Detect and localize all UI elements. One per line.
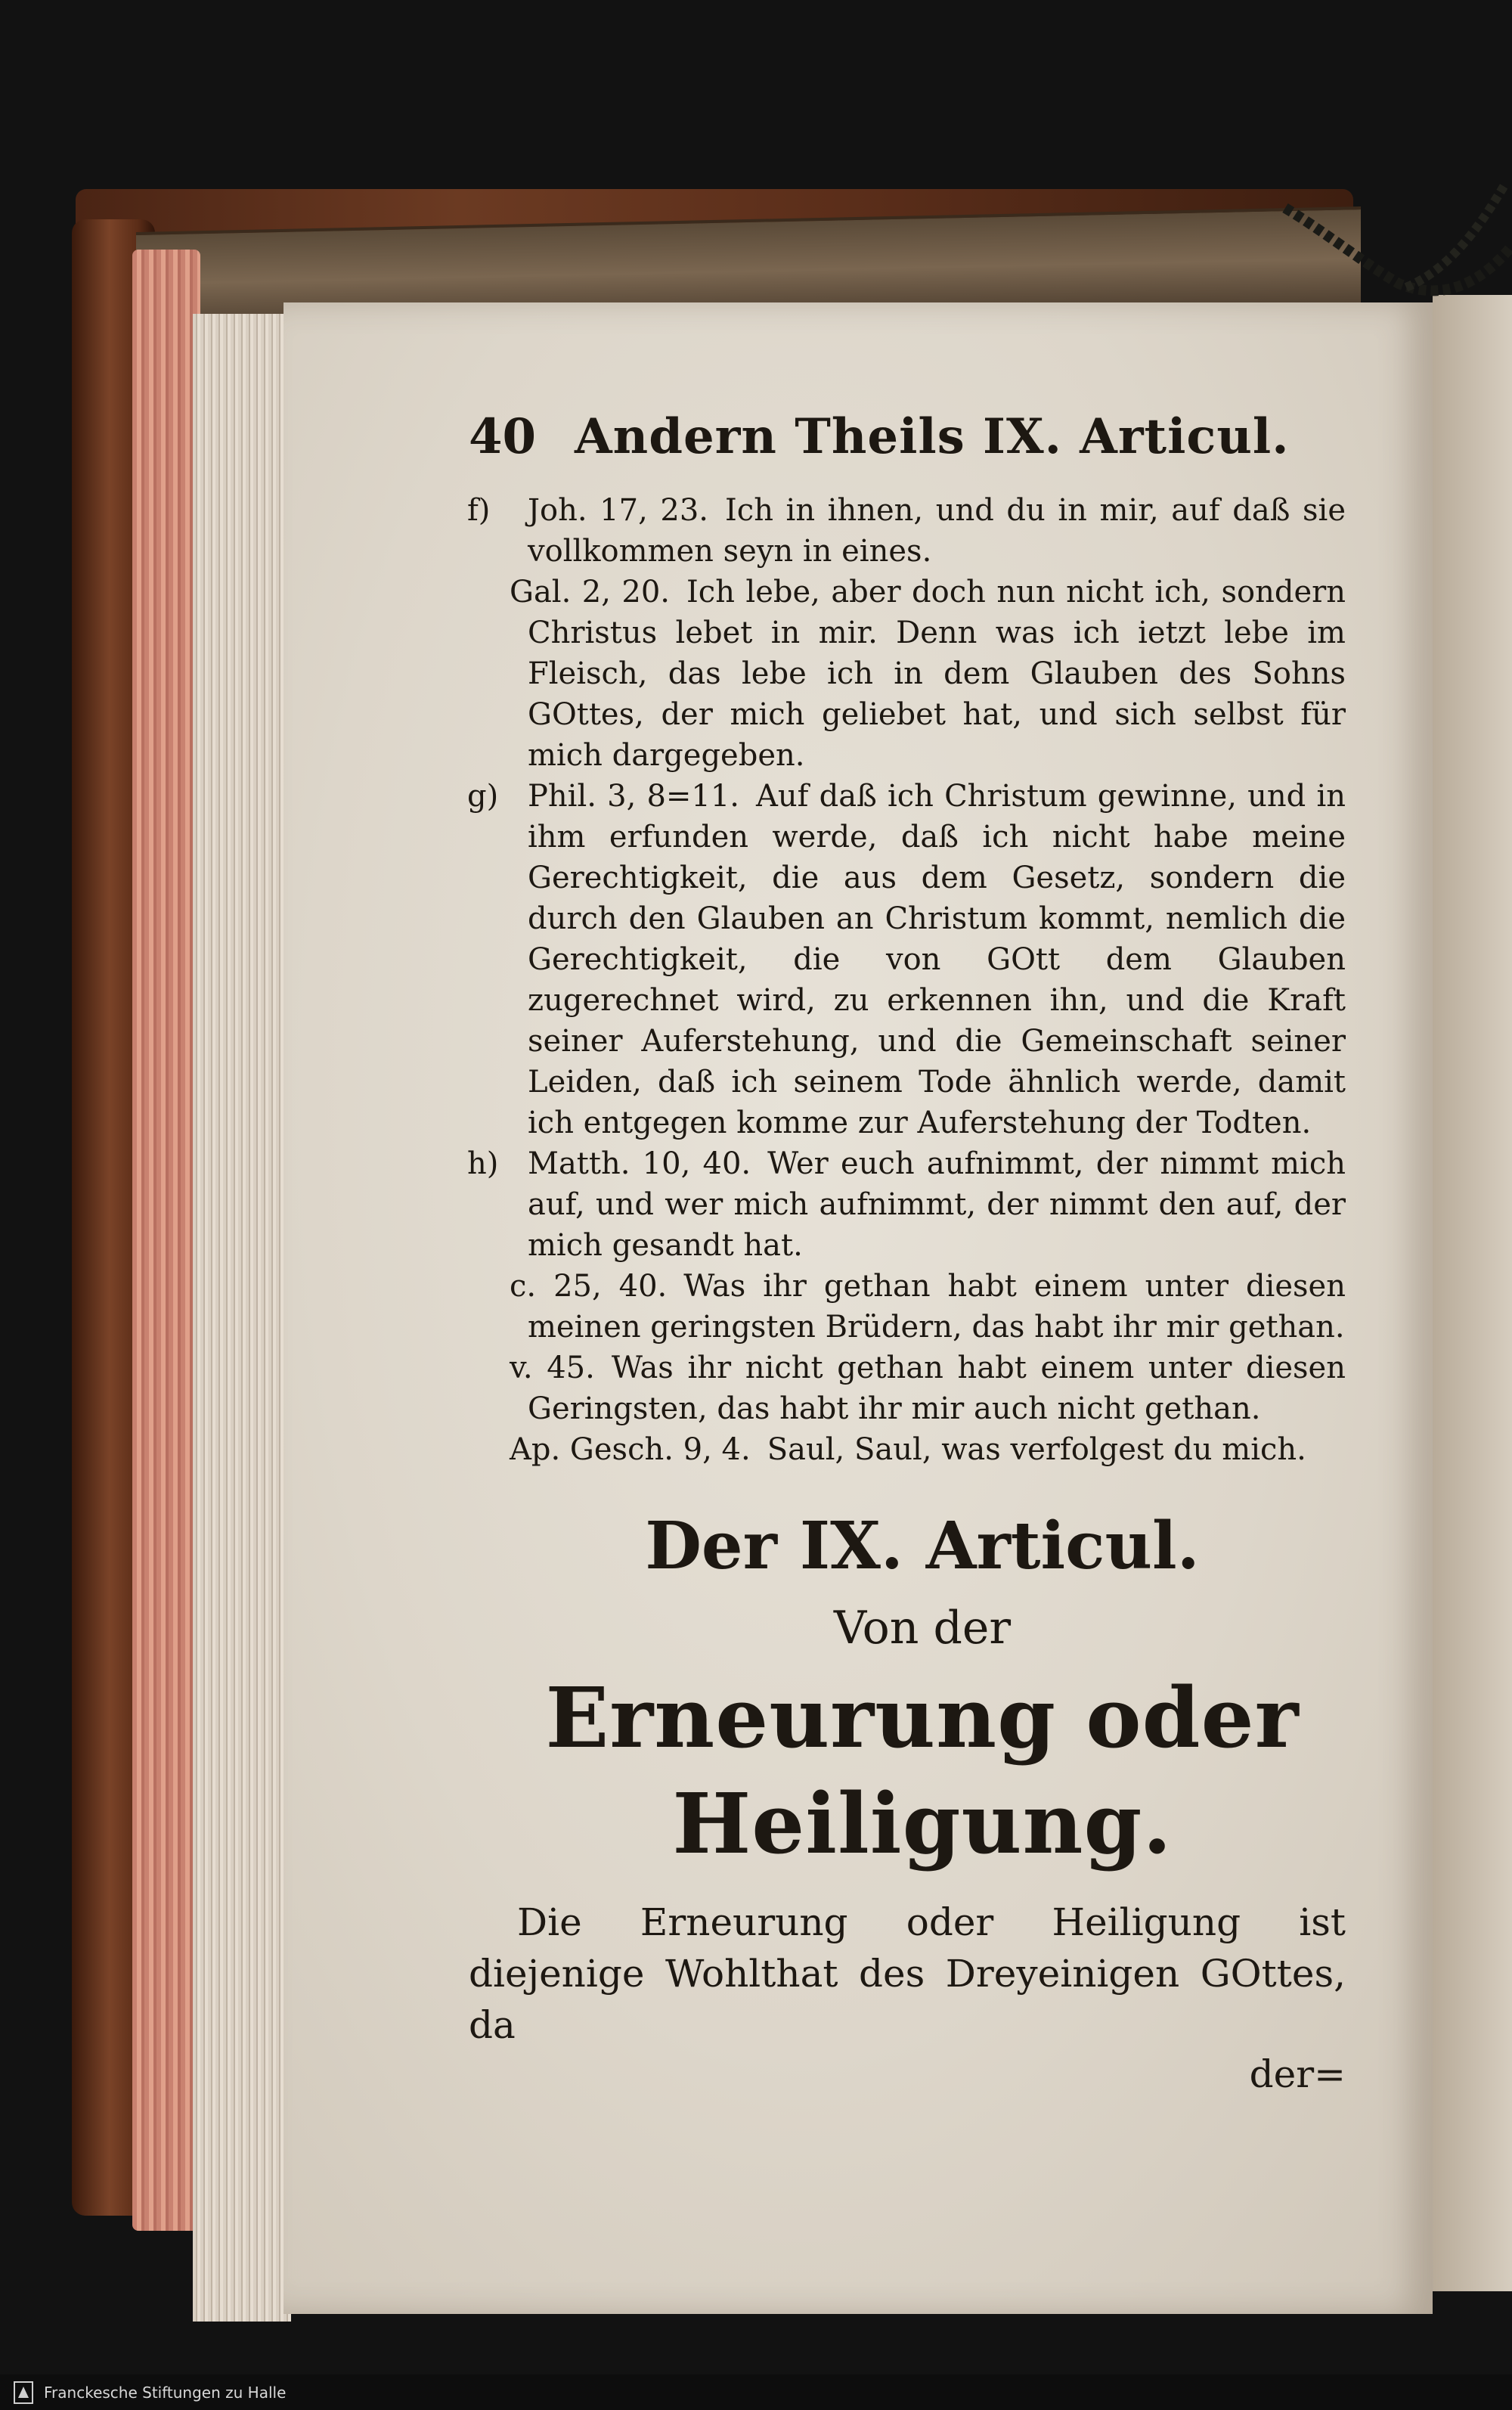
footnote-entry xyxy=(469,1348,1346,1429)
footnote-mark: f) xyxy=(467,493,491,528)
scripture-quote: Was ihr nicht gethan habt einem unter diesen Geringsten, das habt ihr mir auch nicht gethan. xyxy=(528,1351,1346,1426)
footer-bar xyxy=(0,2374,1512,2410)
running-title: Andern Theils IX. Articul. xyxy=(575,408,1290,465)
red-page-edge xyxy=(132,250,200,2231)
scripture-reference: Phil. 3, 8=11. xyxy=(528,779,740,814)
footnote-entry xyxy=(469,1429,1346,1470)
running-head xyxy=(469,408,1346,473)
catchword: der= xyxy=(1249,2052,1346,2096)
page-edges xyxy=(193,314,291,2322)
article-number: Der IX. Articul. xyxy=(645,1508,1200,1584)
scripture-quote: Auf daß ich Christum gewinne, und in ihm erfunden werde, daß ich nicht habe meine Gerechtigkeit, die aus dem Gesetz, sondern die durch den Glauben an Christum kommt, nemlich die Gerechtigkeit, die von GOtt dem Glauben zugerechnet wird, zu erkennen ihn, und die Kraft seiner Auferstehung, und die Gemeinschaft seiner Leiden, daß ich seinem Tode ähnlich werde, damit ich entgegen komme zur Auferstehung der Todten. xyxy=(528,779,1346,1140)
institution-logo-icon xyxy=(14,2381,33,2404)
footnote-entry xyxy=(469,1266,1346,1348)
facing-page xyxy=(1433,295,1512,2291)
page-number: 40 xyxy=(469,408,537,465)
scripture-quote: Was ihr gethan habt einem unter diesen meinen geringsten Brüdern, das habt ihr mir gethan. xyxy=(528,1269,1346,1345)
bookmark-ribbon xyxy=(1278,178,1512,299)
footnote-mark: h) xyxy=(467,1146,499,1181)
footer-institution: Franckesche Stiftungen zu Halle xyxy=(44,2383,287,2402)
page-text xyxy=(469,408,1346,2098)
footnote-entry xyxy=(469,1143,1346,1266)
scripture-reference: Ap. Gesch. 9, 4. xyxy=(510,1432,751,1467)
footnote-entry xyxy=(469,490,1346,572)
scripture-reference: Gal. 2, 20. xyxy=(510,575,670,609)
footnote-mark: g) xyxy=(467,779,499,814)
scripture-reference: v. 45. xyxy=(510,1351,595,1385)
definition-paragraph: Die Erneurung oder Heiligung ist diejenige Wohlthat des Dreyeinigen GOttes, da xyxy=(469,1900,1346,2047)
article-heading xyxy=(499,1505,1346,1877)
article-title: Erneurung oder Heiligung. xyxy=(545,1669,1300,1872)
article-von: Von der xyxy=(833,1602,1012,1655)
scripture-reference: c. 25, 40. xyxy=(510,1269,668,1304)
footnote-entry xyxy=(469,776,1346,1143)
scripture-quote: Ich lebe, aber doch nun nicht ich, sondern Christus lebet in mir. Denn was ich ietzt lebe im Fleisch, das lebe ich in dem Glauben des Sohns GOttes, der mich geliebet hat, und sich selbst für mich dargegeben. xyxy=(528,575,1346,773)
scripture-reference: Joh. 17, 23. xyxy=(528,493,708,528)
footnote-entry xyxy=(469,572,1346,776)
scripture-quote: Saul, Saul, was verfolgest du mich. xyxy=(767,1432,1306,1467)
scripture-quote: Wer euch aufnimmt, der nimmt mich auf, und wer mich aufnimmt, der nimmt den auf, der mich gesandt hat. xyxy=(528,1146,1346,1263)
scripture-reference: Matth. 10, 40. xyxy=(528,1146,751,1181)
scripture-quote: Ich in ihnen, und du in mir, auf daß sie vollkommen seyn in eines. xyxy=(528,493,1346,569)
